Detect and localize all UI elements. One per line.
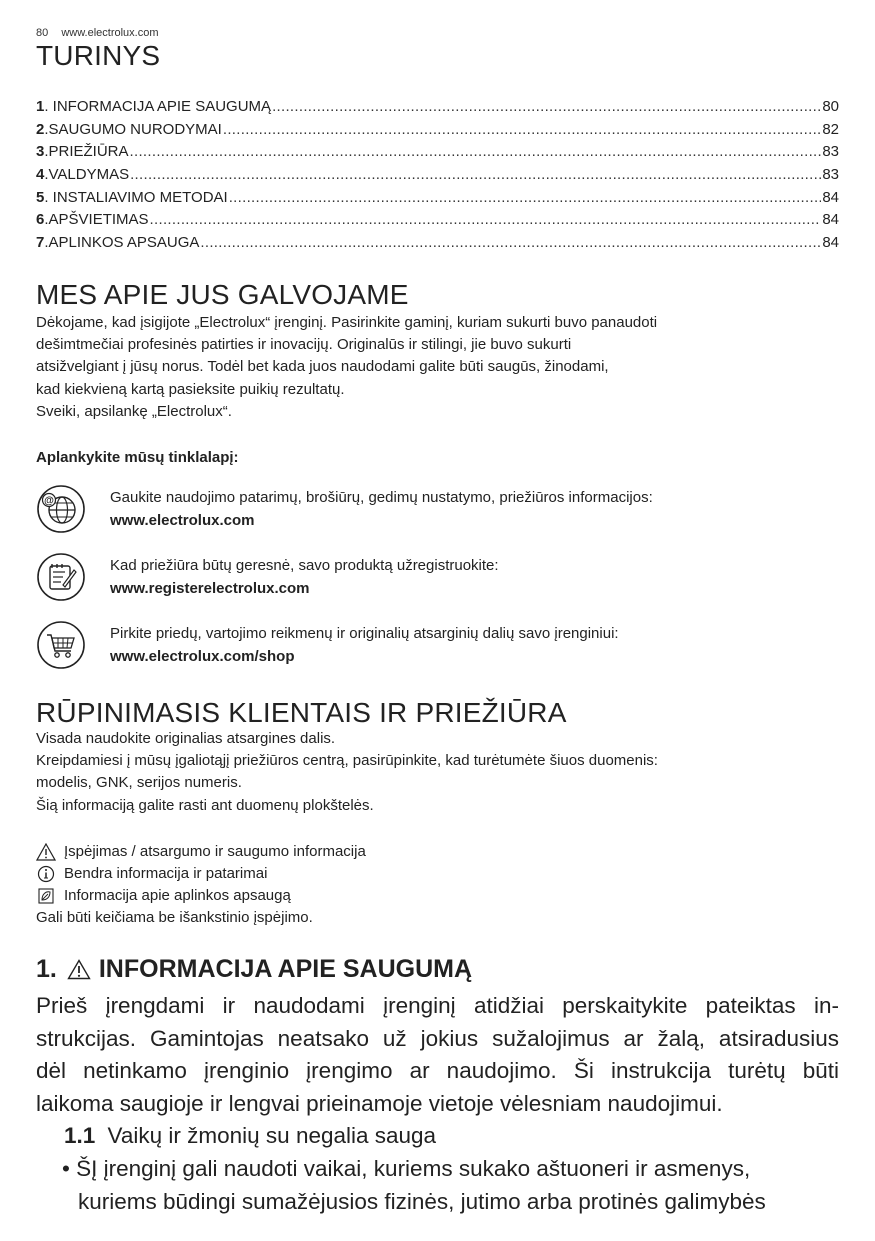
legend-text: Informacija apie aplinkos apsaugą [64,887,291,904]
link-text-web [110,486,653,532]
toc-entry[interactable] [36,141,839,164]
care-title: RŪPINIMASIS KLIENTAIS IR PRIEŽIŪRA [36,697,567,728]
about-paragraph [36,312,657,423]
toc-leader-dots [223,119,821,142]
about-line: dešimtmečiai profesinės patirties ir inovacijų. Originalūs ir stilingi, jie buvo sukurti [36,336,572,354]
electrolux-website-link[interactable]: www.electrolux.com [110,512,255,529]
about-line: Sveiki, apsilankę „Electrolux“. [36,402,232,420]
toc-leader-dots [200,232,821,255]
subsection-number: 1.1 [64,1123,96,1149]
web-globe-icon [36,484,86,534]
link-row-web [36,484,839,544]
toc-entry[interactable] [36,164,839,187]
table-of-contents [36,96,839,255]
care-line: Šią informaciją galite rasti ant duomenų plokštelės. [36,796,374,814]
toc-entry-label: .VALDYMAS [44,166,130,184]
toc-entry-label: .PRIEŽIŪRA [44,143,129,161]
legend-text: Įspėjimas / atsargumo ir saugumo informacija [64,843,366,860]
bullet-line: kuriems būdingi sumažėjusios fizinės, jutimo arba protinės galimybės [78,1188,766,1214]
toc-entry-page: 84 [822,234,839,252]
warning-triangle-icon [36,843,56,861]
toc-entry-page: 83 [822,143,839,161]
toc-entry-label: . INFORMACIJA APIE SAUGUMĄ [44,98,272,115]
care-line: modelis, GNK, serijos numeris. [36,774,242,792]
toc-entry-number: 7 [36,234,45,252]
info-circle-icon [36,865,56,883]
about-line: kad kiekvieną kartą pasieksite puikių rezultatų. [36,380,345,398]
toc-entry-label: .SAUGUMO NURODYMAI [44,120,222,138]
subsection-title: Vaikų ir žmonių su negalia sauga [107,1123,437,1149]
safety-line: strukcijas. Gamintojas neatsako už jokius sužalojimus ar žalą, atsiradusius [36,1025,839,1051]
warning-triangle-icon [67,959,91,980]
toc-entry-number: 6 [36,211,45,229]
svg-text:@: @ [44,495,54,507]
toc-leader-dots [272,96,821,119]
toc-entry-label: .APŠVIETIMAS [44,211,149,229]
legend-item [36,863,366,885]
toc-entry[interactable] [36,96,839,119]
safety-section-number: 1. [36,955,57,983]
register-website-link[interactable]: www.registerelectrolux.com [110,580,310,597]
link-row-register [36,552,839,612]
visit-website-label: Aplankykite mūsų tinklalapį: [36,449,239,466]
toc-leader-dots [130,141,822,164]
link-row-shop [36,620,839,680]
about-line: Dėkojame, kad įsigijote „Electrolux“ įrenginį. Pasirinkite gaminį, kuriam sukurti buvo panaudoti [36,314,658,331]
toc-entry-number: 2 [36,120,45,138]
toc-entry-label: .APLINKOS APSAUGA [44,234,200,252]
care-paragraph [36,728,658,817]
about-line: atsižvelgiant į jūsų norus. Todėl bet kada juos naudodami galite būti saugūs, žinodami, [36,358,609,376]
safety-line: dėl netinkamo įrenginio įrengimo ar naudojimo. Ši instrukcija turėtų būti [36,1058,839,1084]
toc-entry-number: 1 [36,98,45,115]
shop-website-link[interactable]: www.electrolux.com/shop [110,648,295,665]
care-line: Kreipdamiesi į mūsų įgaliotąjį priežiūros centrą, pasirūpinkite, kad turėtumėte šiuos duomenis: [36,752,658,770]
link-description: Kad priežiūra būtų geresnė, savo produktą užregistruokite: [110,557,499,574]
change-notice: Gali būti keičiama be išankstinio įspėjimo. [36,909,313,926]
link-text-register [110,554,499,600]
link-description: Pirkite priedų, vartojimo reikmenų ir originalių atsarginių dalių savo įrenginiui: [110,625,619,642]
website-url[interactable]: www.electrolux.com [61,27,159,39]
safety-title-text: INFORMACIJA APIE SAUGUMĄ [98,955,473,983]
symbol-legend [36,841,366,929]
toc-entry-page: 80 [822,98,839,115]
toc-leader-dots [229,187,822,210]
toc-entry-page: 84 [822,188,839,206]
safety-title [36,955,472,984]
toc-entry[interactable] [36,187,839,210]
page-header [36,27,159,39]
toc-entry-label: . INSTALIAVIMO METODAI [44,188,228,206]
toc-entry[interactable] [36,119,839,142]
safety-line: laikoma saugioje ir lengvai prieinamoje vietoje vėlesniam naudojimui. [36,1090,723,1116]
toc-entry-number: 3 [36,143,45,161]
bullet-line: • ŠĮ įrenginį gali naudoti vaikai, kuriems sukako aštuoneri ir asmenys, [62,1155,751,1181]
toc-title: TURINYS [36,40,161,71]
toc-entry-page: 84 [822,211,839,229]
toc-entry[interactable] [36,232,839,255]
toc-entry-page: 83 [822,166,839,184]
toc-leader-dots [130,164,821,187]
about-title: MES APIE JUS GALVOJAME [36,279,409,310]
legend-text: Bendra informacija ir patarimai [64,865,268,882]
subsection-heading [36,1120,839,1153]
link-description: Gaukite naudojimo patarimų, brošiūrų, gedimų nustatymo, priežiūros informacijos: [110,489,653,506]
link-text-shop [110,622,619,668]
environment-leaf-icon [36,887,56,905]
legend-item [36,885,366,907]
toc-entry-number: 5 [36,188,45,206]
register-notepad-icon [36,552,86,602]
legend-item [36,841,366,863]
safety-body [36,990,839,1218]
page-number: 80 [36,27,49,39]
care-line: Visada naudokite originalias atsargines dalis. [36,730,336,747]
toc-entry-number: 4 [36,166,45,184]
safety-line: Prieš įrengdami ir naudodami įrenginį atidžiai perskaitykite pateiktas in- [36,993,839,1018]
shopping-cart-icon [36,620,86,670]
toc-entry-page: 82 [822,120,839,138]
toc-leader-dots [150,209,822,232]
toc-entry[interactable] [36,209,839,232]
